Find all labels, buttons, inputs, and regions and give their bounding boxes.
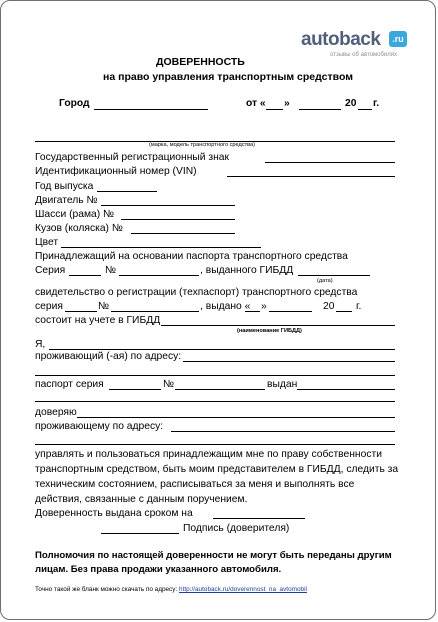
logo-tagline: отзывы об автомобилях [330,52,398,58]
body-number-field[interactable] [131,233,235,234]
issued2-month-field[interactable] [269,311,312,312]
document-subtitle: на право управления транспортным средством [103,71,354,83]
date-close: » [284,98,290,109]
color-field[interactable] [61,247,261,248]
passport-series-field[interactable] [109,389,161,390]
passport-issued-field[interactable] [297,389,395,390]
validity-field[interactable] [213,518,305,519]
num2-label: № [98,301,110,312]
date-open: от « [246,98,266,109]
day-field[interactable] [266,109,283,110]
year-label: Год выпуска [35,181,94,192]
trustee-name-field[interactable] [77,417,395,418]
gibdd-hint: (наименование ГИБДД) [237,328,302,334]
date-hint: (дата) [317,278,333,284]
passport-series-label: паспорт серия [35,379,104,390]
notice-line-2: лицам. Без права продажи указанного автомобиля. [35,564,282,575]
signature-field[interactable] [101,533,179,534]
rights-line-3: техническим состоянием, расписываться за меня и выполнять все [35,479,355,490]
series2-field[interactable] [65,311,97,312]
city-field[interactable] [94,109,208,110]
logo-badge: .ru [389,31,407,47]
issued2-day-field[interactable] [245,311,260,312]
rights-line-2: транспортным средством, быть моим представителем в ГИБДД, следить за [35,464,399,475]
year-suffix: г. [373,98,380,109]
residing-to-label: проживающему по адресу: [35,421,164,432]
vehicle-hint: (марка, модель транспортного средства) [149,142,256,148]
vin-label: Идентификационный номер (VIN) [35,166,197,177]
passport-num-field[interactable] [175,389,265,390]
reg-plate-field[interactable] [265,162,395,163]
validity-label: Доверенность выдана сроком на [35,508,193,519]
body-label: Кузов (коляска) № [35,223,123,234]
autoback-logo [301,29,409,69]
year-field[interactable] [358,109,372,110]
issued2-quote-close: » [261,301,267,312]
year-prefix: 20 [345,98,357,109]
passport-issued-label: выдан [267,379,298,390]
principal-address-field[interactable] [183,361,395,362]
passport-num-label: № [163,379,175,390]
rights-line-1: управлять и пользоваться принадлежащим мне по праву собственности [35,449,382,460]
num2-field[interactable] [111,311,199,312]
chassis-label: Шасси (рама) № [35,209,115,220]
entrust-label: доверяю [35,407,77,418]
month-field[interactable] [299,109,341,110]
issued-gibdd-field[interactable] [298,275,370,276]
trustee-address-field-2[interactable] [35,444,395,445]
registered-field[interactable] [161,325,395,326]
vin-field[interactable] [227,176,395,177]
num1-label: № [105,265,117,276]
num1-field[interactable] [119,275,199,276]
notice-line-1: Полномочия по настоящей доверенности не могут быть переданы другим [35,550,392,561]
reg-cert-label: свидетельство о регистрации (техпаспорт) транспортного средства [35,287,358,298]
footer-text: Точно такой же бланк можно скачать по адресу: [35,586,178,593]
chassis-field[interactable] [121,219,235,220]
registered-label: состоит на учете в ГИБДД [35,315,161,326]
i-label: Я, [35,339,46,350]
principal-name-field[interactable] [49,349,395,350]
trustee-address-field[interactable] [171,431,395,432]
year-made-field[interactable] [97,191,157,192]
series2-label: серия [35,301,63,312]
passport-issued-field-2[interactable] [35,401,395,402]
owner-basis-label: Принадлежащий на основании паспорта транспортного средства [35,251,348,262]
logo-brand: autoback [301,29,381,50]
principal-address-field-2[interactable] [35,375,395,376]
engine-label: Двигатель № [35,195,98,206]
engine-field[interactable] [101,205,235,206]
rights-line-4: действия, связанные с данным поручением. [35,494,248,505]
document-title: ДОВЕРЕННОСТЬ [156,56,245,68]
series1-field[interactable] [69,275,101,276]
issued2-year-prefix: 20 [323,301,335,312]
issued2-year-suffix: г. [356,301,362,312]
series1-label: Серия [35,265,66,276]
residing-label: проживающий (-ая) по адресу: [35,351,182,362]
reg-plate-label: Государственный регистрационный знак [35,152,230,163]
footer [35,586,307,593]
issued2-year-field[interactable] [336,311,352,312]
issued2-label: , выдано « [200,301,251,312]
color-label: Цвет [35,237,59,248]
issued-gibdd-label: , выданного ГИБДД [200,265,294,276]
city-label: Город [59,98,90,109]
signature-label: Подпись (доверителя) [183,523,290,534]
footer-link[interactable]: http://autoback.ru/doverennost_na_avtomobil [179,586,307,593]
